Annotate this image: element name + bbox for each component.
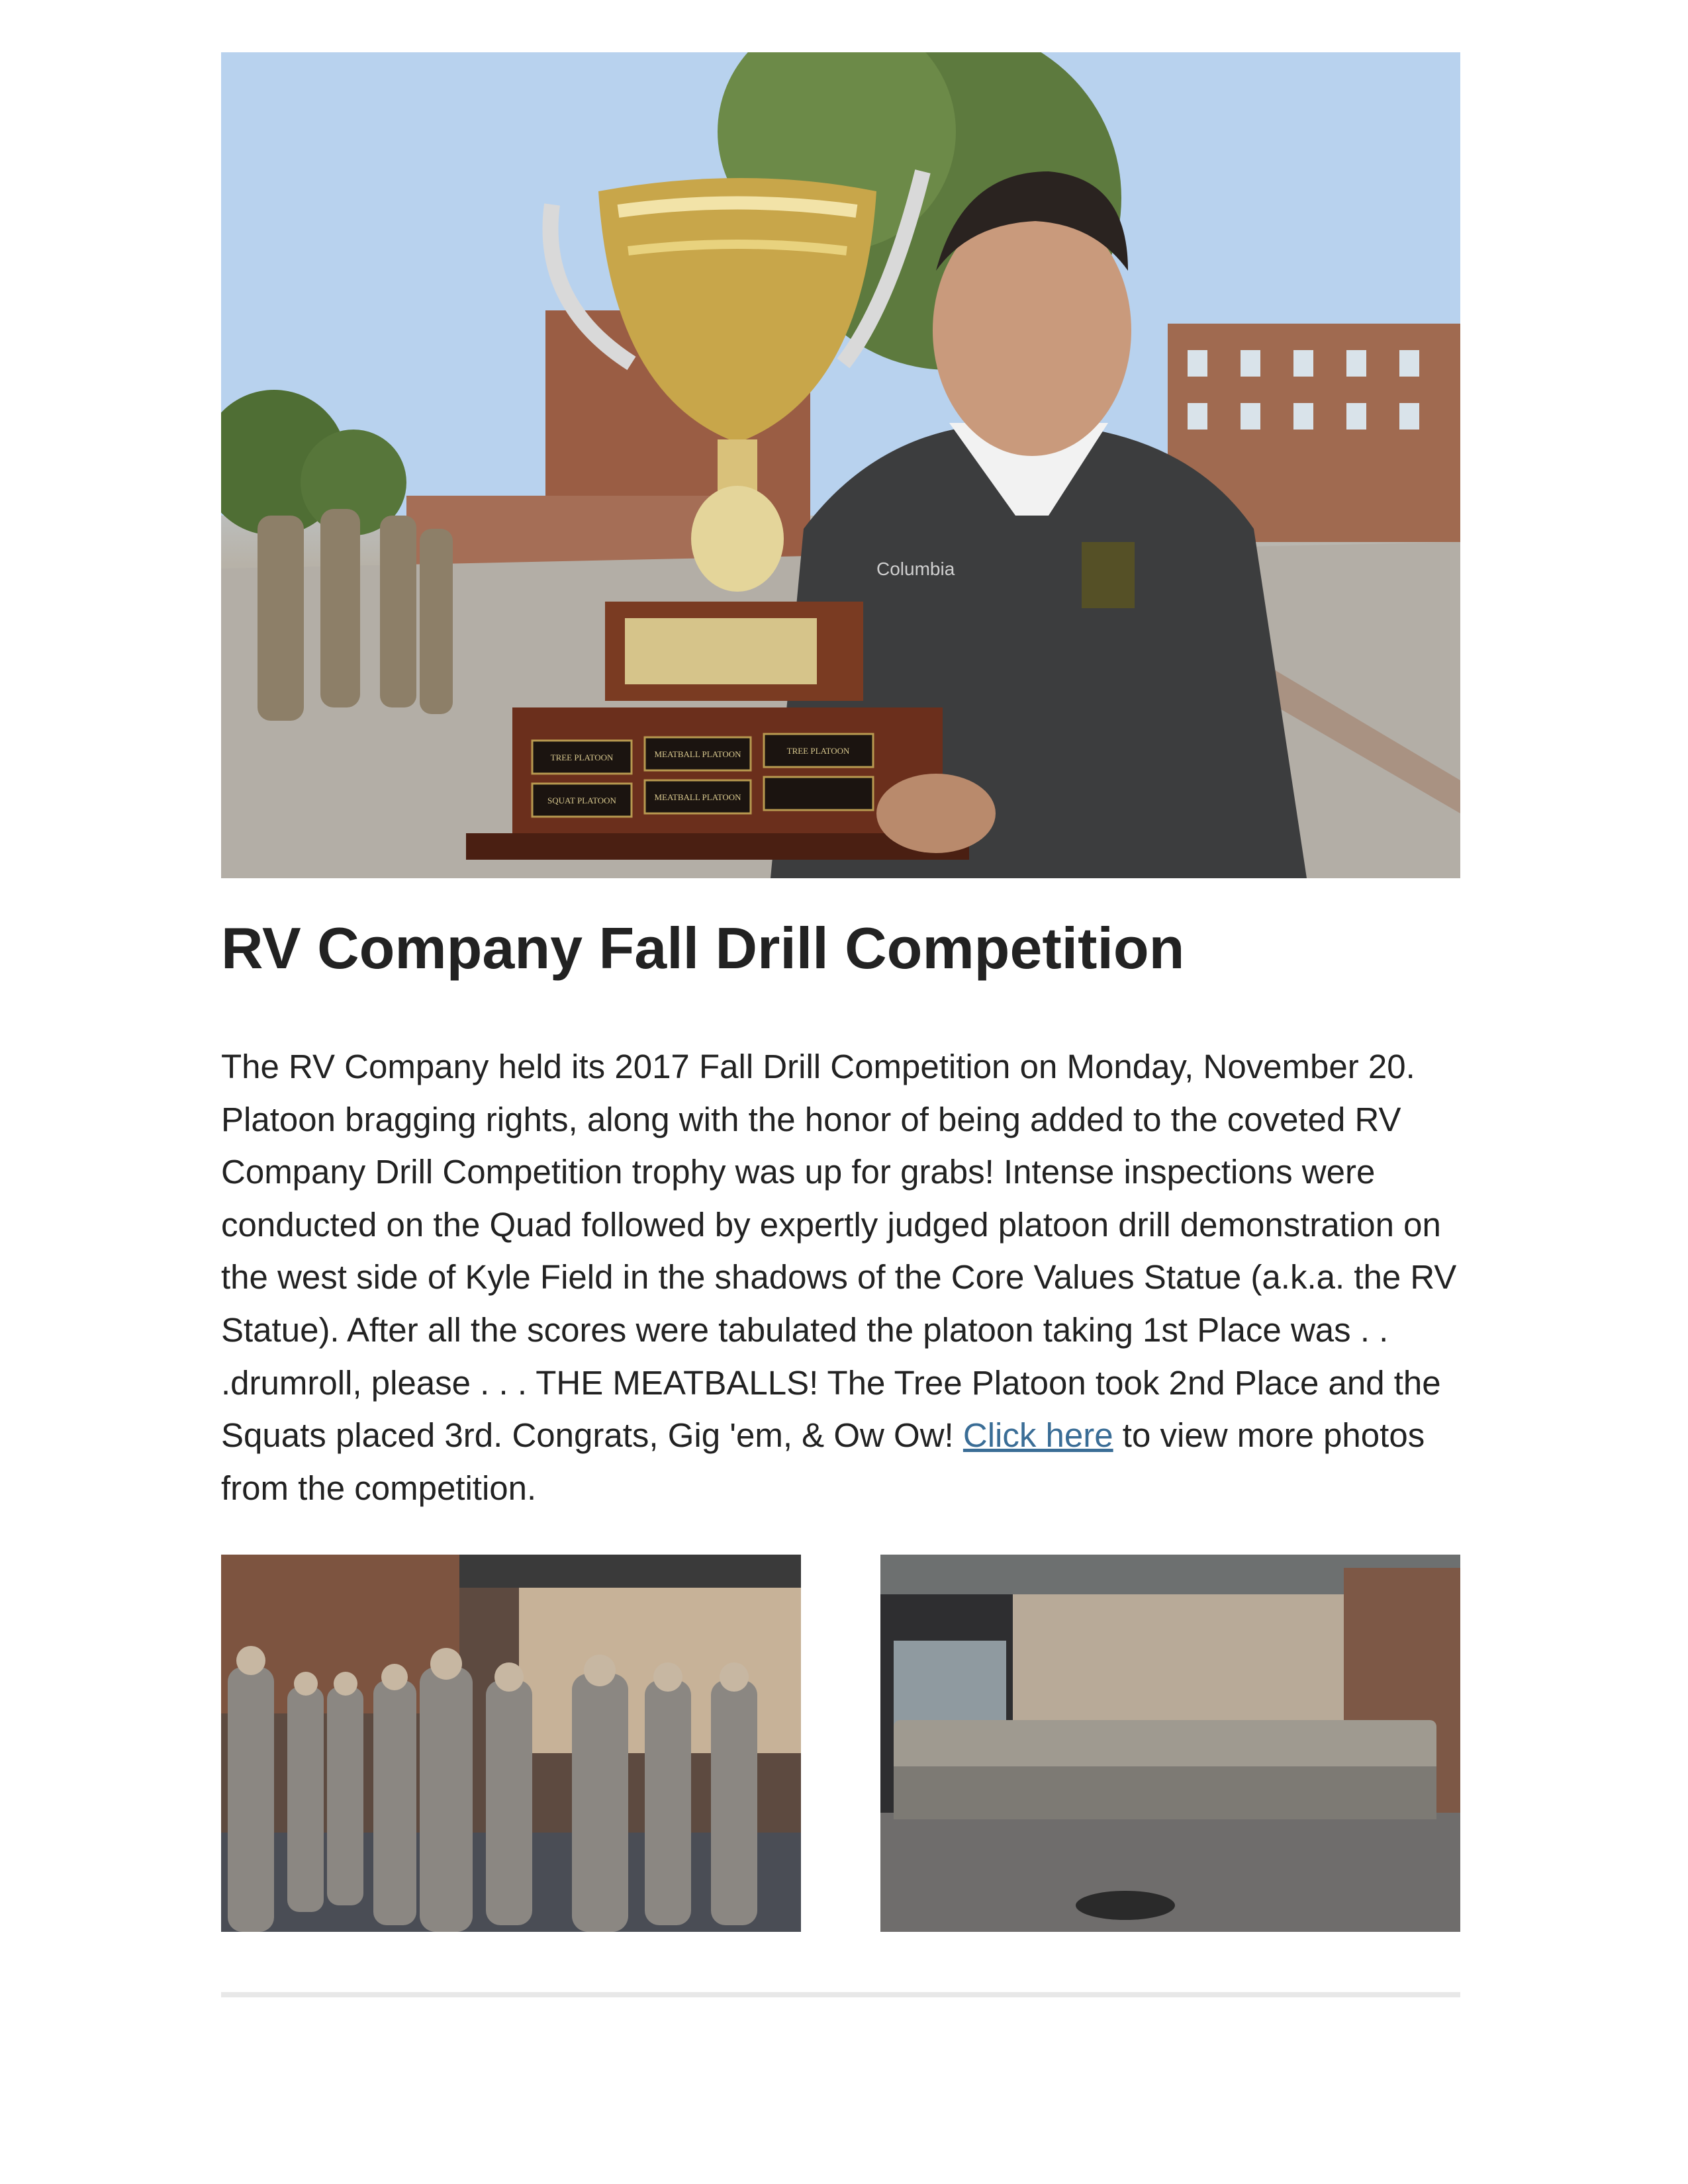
hero-photo-trophy — [221, 52, 1460, 878]
article-title: RV Company Fall Drill Competition — [221, 915, 1185, 981]
article-body — [221, 1040, 1466, 1514]
platoon-formation-illustration — [221, 1555, 801, 1932]
jacket-brand-text: Columbia — [876, 559, 955, 579]
article-body-text: The RV Company held its 2017 Fall Drill Competition on Monday, November 20. Platoon bragging rights, along with the honor of being added to the coveted RV Company Drill Competition trophy was up for grabs! Intense inspections were conducted on the Quad followed by expertly judged platoon drill demonstration on the west side of Kyle Field in the shadows of the Core Values Statue (a.k.a. the RV Statue). After all the scores were tabulated the platoon taking 1st Place was . . .drumroll, please . . . THE MEATBALLS! The Tree Platoon took 2nd Place and the Squats placed 3rd. Congrats, Gig 'em, & Ow Ow! — [221, 1048, 1457, 1455]
photo-platoon-formation — [221, 1555, 801, 1932]
plaque-1-text: TREE PLATOON — [550, 752, 614, 762]
more-photos-link[interactable]: Click here — [962, 1416, 1113, 1455]
plaque-2-text: MEATBALL PLATOON — [654, 749, 741, 759]
section-divider — [221, 1992, 1460, 1997]
plaque-3-text: TREE PLATOON — [786, 746, 850, 756]
article-body-text-end: to view more photos from the competition. — [221, 1416, 1425, 1507]
hero-photo-illustration — [221, 52, 1460, 878]
company-group-illustration — [880, 1555, 1460, 1932]
plaque-5-text: MEATBALL PLATOON — [654, 792, 741, 802]
plaque-4-text: SQUAT PLATOON — [547, 796, 616, 805]
photo-company-group — [880, 1555, 1460, 1932]
